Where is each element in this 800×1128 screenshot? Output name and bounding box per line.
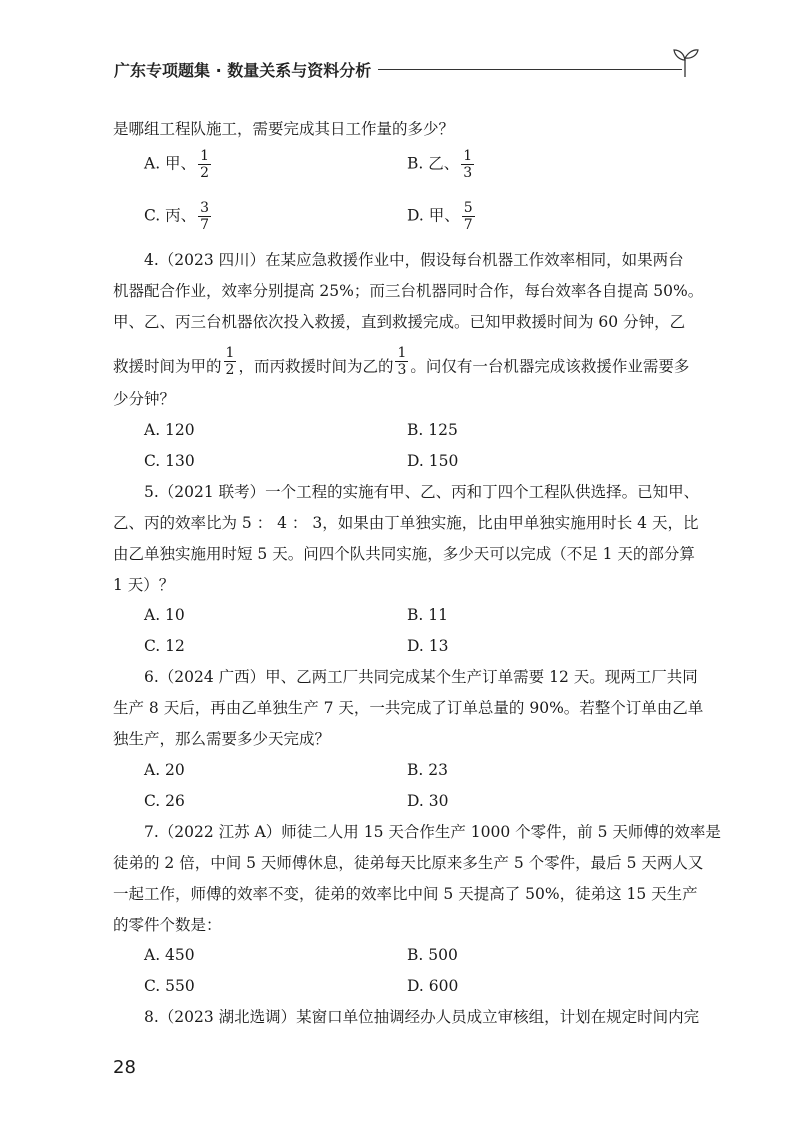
q4-line-5: 少分钟？: [113, 390, 176, 408]
header-rule: [378, 69, 682, 70]
numerator: 5: [463, 200, 473, 216]
denominator: 3: [397, 362, 407, 378]
text-segment: 。问仅有一台机器完成该救援作业需要多: [410, 357, 690, 376]
q4-line-2: 机器配合作业，效率分别提高 25%；而三台机器同时合作，每台效率各自提高 50%。: [113, 282, 704, 300]
option-d: [407, 200, 477, 233]
fraction: [198, 200, 211, 233]
denominator: 2: [225, 362, 235, 378]
q7-line-2: 徒弟的 2 倍，中间 5 天师傅休息，徒弟每天比原来多生产 5 个零件，最后 5 天两人又: [113, 854, 704, 872]
fraction: [395, 345, 408, 378]
page-header: [114, 52, 714, 82]
q5-line-3: 由乙单独实施用时短 5 天。问四个队共同实施，多少天可以完成（不足 1 天的部分算: [113, 545, 695, 563]
page-number: 28: [113, 1057, 136, 1078]
sprout-icon: [670, 44, 700, 78]
numerator: 1: [200, 148, 209, 164]
q6-line-3: 独生产，那么需要多少天完成？: [113, 730, 331, 748]
q5-line-1: 5.（2021 联考）一个工程的实施有甲、乙、丙和丁四个工程队供选择。已知甲、: [144, 483, 700, 501]
fraction: [224, 345, 237, 378]
q4-option-b: B. 125: [407, 421, 458, 439]
q7-line-4: 的零件个数是：: [113, 916, 222, 934]
option-a: [144, 148, 213, 181]
option-label: A. 甲、: [144, 154, 197, 173]
numerator: 1: [225, 345, 235, 361]
fraction: [461, 148, 474, 181]
numerator: 1: [397, 345, 407, 361]
text-segment: 救援时间为甲的: [113, 357, 222, 376]
q4-option-a: A. 120: [144, 421, 195, 439]
fraction: [462, 200, 475, 233]
q4-line-1: 4.（2023 四川）在某应急救援作业中，假设每台机器工作效率相同，如果两台: [144, 251, 684, 269]
q7-option-d: D. 600: [407, 977, 459, 995]
q8-line-1: 8.（2023 湖北选调）某窗口单位抽调经办人员成立审核组，计划在规定时间内完: [144, 1008, 700, 1026]
q4-line-4: [113, 345, 690, 384]
q4-option-d: D. 150: [407, 452, 459, 470]
q5-option-b: B. 11: [407, 606, 448, 624]
q7-line-1: 7.（2022 江苏 A）师徒二人用 15 天合作生产 1000 个零件，前 5 天师傅的效率是: [144, 823, 721, 841]
q7-option-b: B. 500: [407, 946, 458, 964]
q5-line-2: 乙、丙的效率比为 5 ： 4 ： 3，如果由丁单独实施，比由甲单独实施用时长 4 天，比: [113, 514, 699, 532]
q5-option-a: A. 10: [144, 606, 185, 624]
q7-line-3: 一起工作，师傅的效率不变，徒弟的效率比中间 5 天提高了 50%，徒弟这 15 天生产: [113, 885, 698, 903]
q6-option-c: C. 26: [144, 792, 185, 810]
denominator: 7: [200, 217, 210, 233]
numerator: 1: [463, 148, 473, 164]
intro-text: 是哪组工程队施工，需要完成其日工作量的多少？: [113, 120, 455, 138]
option-label: B. 乙、: [407, 154, 460, 173]
header-title: 广东专项题集 · 数量关系与资料分析: [114, 61, 372, 80]
q6-line-2: 生产 8 天后，再由乙单独生产 7 天，一共完成了订单总量的 90%。若整个订单由乙单: [113, 699, 704, 717]
q6-option-b: B. 23: [407, 761, 448, 779]
option-b: [407, 148, 476, 181]
q5-option-d: D. 13: [407, 637, 449, 655]
text-segment: ，而丙救援时间为乙的: [238, 357, 394, 376]
denominator: 3: [463, 165, 473, 181]
q7-option-c: C. 550: [144, 977, 195, 995]
q6-option-a: A. 20: [144, 761, 185, 779]
option-label: D. 甲、: [407, 206, 460, 225]
q5-option-c: C. 12: [144, 637, 185, 655]
denominator: 7: [463, 217, 473, 233]
numerator: 3: [200, 200, 210, 216]
option-c: [144, 200, 213, 233]
q5-line-4: 1 天）？: [113, 576, 175, 594]
q4-line-3: 甲、乙、丙三台机器依次投入救援，直到救援完成。已知甲救援时间为 60 分钟，乙: [113, 313, 686, 331]
q7-option-a: A. 450: [144, 946, 195, 964]
q6-option-d: D. 30: [407, 792, 449, 810]
q6-line-1: 6.（2024 广西）甲、乙两工厂共同完成某个生产订单需要 12 天。现两工厂共同: [144, 668, 698, 686]
fraction: [198, 148, 211, 181]
denominator: 2: [200, 165, 209, 181]
q4-option-c: C. 130: [144, 452, 195, 470]
option-label: C. 丙、: [144, 206, 197, 225]
